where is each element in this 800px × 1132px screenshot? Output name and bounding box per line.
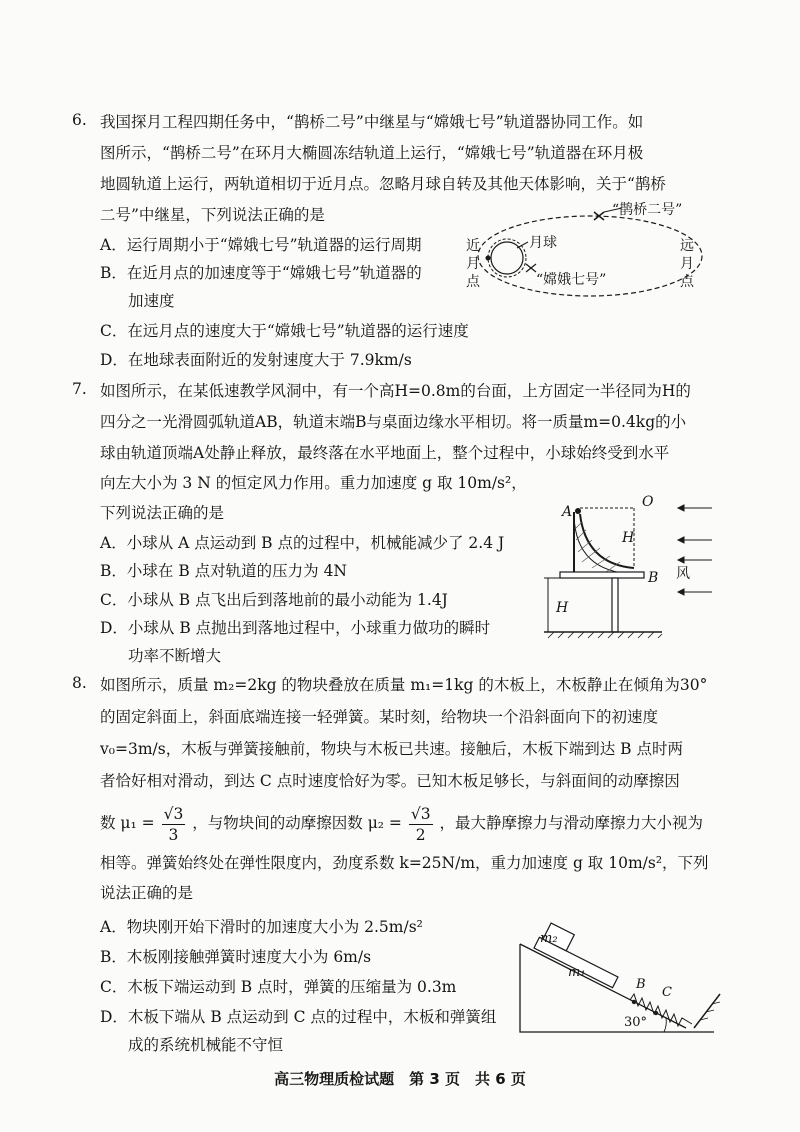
ball: [575, 508, 581, 514]
mu1-prefix: 数 μ₁ =: [100, 814, 155, 832]
q6-orbit-figure: [462, 200, 714, 312]
label-B: B: [636, 977, 646, 992]
change7-satellite-icon: [526, 264, 536, 272]
q6-option-b-cont: 加速度: [128, 292, 175, 310]
table-top: [560, 572, 644, 578]
q6-option-c: C．在远月点的速度大于“嫦娥七号”轨道器的运行速度: [100, 322, 469, 340]
label-A: A: [562, 504, 573, 520]
mu2-prefix: ，与物块间的动摩擦因数 μ₂ =: [192, 814, 402, 832]
q8-mu-line: [100, 801, 703, 845]
mu2-fraction: [409, 804, 433, 845]
q7-stem-line-3: 球由轨道顶端A处静止释放，最终落在水平地面上，整个过程中，小球始终受到水平: [100, 444, 670, 462]
q7-option-c: C．小球从 B 点飞出后到落地前的最小动能为 1.4J: [100, 591, 448, 609]
q8-option-d-cont: 成的系统机械能不守恒: [128, 1036, 284, 1054]
table-leg: [612, 578, 618, 632]
near-point-label-3: 点: [466, 274, 480, 290]
moon-label: 月球: [529, 235, 557, 251]
incline: [520, 944, 714, 1032]
q8-stem2-line-1: 相等。弹簧始终处在弹性限度内，劲度系数 k=25N/m，重力加速度 g 取 10m/s²，下列: [100, 854, 709, 872]
far-point-label-2: 月: [680, 256, 694, 272]
q6-option-a: A．运行周期小于“嫦娥七号”轨道器的运行周期: [100, 236, 422, 254]
q7-option-a: A．小球从 A 点运动到 B 点的过程中，机械能减少了 2.4 J: [100, 534, 505, 552]
q7-stem-line-2: 四分之一光滑圆弧轨道AB，轨道末端B与桌面边缘水平相切。将一质量m=0.4kg的小: [100, 413, 687, 431]
near-point-label-2: 月: [466, 256, 480, 272]
q6-number: 6.: [72, 111, 87, 129]
label-m1: m₁: [568, 965, 586, 980]
q6-stem-line-3: 地圆轨道上运行，两轨道相切于近月点。忽略月球自转及其他天体影响，关于“鹊桥: [100, 175, 666, 193]
label-H-table: H: [556, 600, 569, 616]
mu2-numerator: √3: [410, 804, 431, 823]
label-wind: 风: [676, 566, 690, 582]
q7-stem-line-5: 下列说法正确的是: [100, 504, 225, 522]
mu-suffix: ，最大静摩擦力与滑动摩擦力大小视为: [439, 814, 704, 832]
mu1-denominator: 3: [168, 825, 179, 844]
q8-option-d: D．木板下端从 B 点运动到 C 点的过程中，木板和弹簧组: [100, 1008, 497, 1026]
q7-stem-line-1: 如图所示，在某低速教学风洞中，有一个高H=0.8m的台面，上方固定一半径同为H的: [100, 382, 691, 400]
wall: [694, 994, 720, 1028]
q6-option-b: B．在近月点的加速度等于“嫦娥七号”轨道器的: [100, 264, 422, 282]
q7-stem-line-4: 向左大小为 3 N 的恒定风力作用。重力加速度 g 取 10m/s²，: [100, 474, 527, 492]
q8-stem-line-3: v₀=3m/s，木板与弹簧接触前，物块与木板已共速。接触后，木板下端到达 B 点时两: [100, 740, 683, 758]
q8-stem-line-2: 的固定斜面上，斜面底端连接一轻弹簧。某时刻，给物块一个沿斜面向下的初速度: [100, 708, 659, 726]
queqiao-label: “鹊桥二号”: [612, 202, 683, 218]
mu1-fraction: [162, 804, 186, 845]
label-m2: m₂: [540, 931, 558, 946]
q7-option-d-cont: 功率不断增大: [128, 647, 222, 665]
q7-option-d: D．小球从 B 点抛出到落地过程中，小球重力做功的瞬时: [100, 619, 491, 637]
q8-option-a: A．物块刚开始下滑时的加速度大小为 2.5m/s²: [100, 918, 423, 936]
q8-stem2-line-2: 说法正确的是: [100, 884, 194, 902]
q7-wind-tunnel-figure: [536, 488, 716, 640]
q6-stem-line-1: 我国探月工程四期任务中，“鹊桥二号”中继星与“嫦娥七号”轨道器协同工作。如: [100, 113, 644, 131]
label-B: B: [648, 570, 659, 586]
point-C: [654, 1011, 658, 1015]
change7-label: “嫦娥七号”: [536, 272, 607, 288]
near-point-label-1: 近: [466, 238, 480, 254]
label-O: O: [642, 494, 654, 510]
q8-stem-line-4: 者恰好相对滑动，到达 C 点时速度恰好为零。已知木板足够长，与斜面间的动摩擦因: [100, 772, 680, 790]
near-moon-point: [486, 256, 491, 261]
q8-number: 8.: [72, 674, 87, 692]
q7-option-b: B．小球在 B 点对轨道的压力为 4N: [100, 562, 347, 580]
point-B: [632, 1000, 636, 1004]
page-footer: 高三物理质检试题 第 3 页 共 6 页: [274, 1070, 526, 1088]
label-angle: 30°: [624, 1015, 648, 1030]
q8-stem-line-1: 如图所示，质量 m₂=2kg 的物块叠放在质量 m₁=1kg 的木板上，木板静止在倾角为30°: [100, 676, 708, 694]
q8-option-c: C．木板下端运动到 B 点时，弹簧的压缩量为 0.3m: [100, 978, 457, 996]
q6-stem-line-2: 图所示，“鹊桥二号”在环月大椭圆冻结轨道上运行，“嫦娥七号”轨道器在环月极: [100, 144, 644, 162]
q8-incline-figure: [516, 918, 726, 1038]
mu2-denominator: 2: [415, 825, 426, 844]
queqiao-satellite-icon: [594, 212, 604, 220]
q7-number: 7.: [72, 380, 87, 398]
label-C: C: [662, 985, 672, 1000]
far-point-label-1: 远: [680, 238, 694, 254]
mu1-numerator: √3: [163, 804, 184, 823]
q6-option-d: D．在地球表面附近的发射速度大于 7.9km/s: [100, 351, 412, 369]
q6-stem-line-4: 二号”中继星，下列说法正确的是: [100, 206, 325, 224]
q8-option-b: B．木板刚接触弹簧时速度大小为 6m/s: [100, 948, 372, 966]
far-point-label-3: 点: [680, 274, 694, 290]
polar-circular-orbit: [488, 239, 526, 277]
label-H-arc: H: [622, 530, 635, 546]
